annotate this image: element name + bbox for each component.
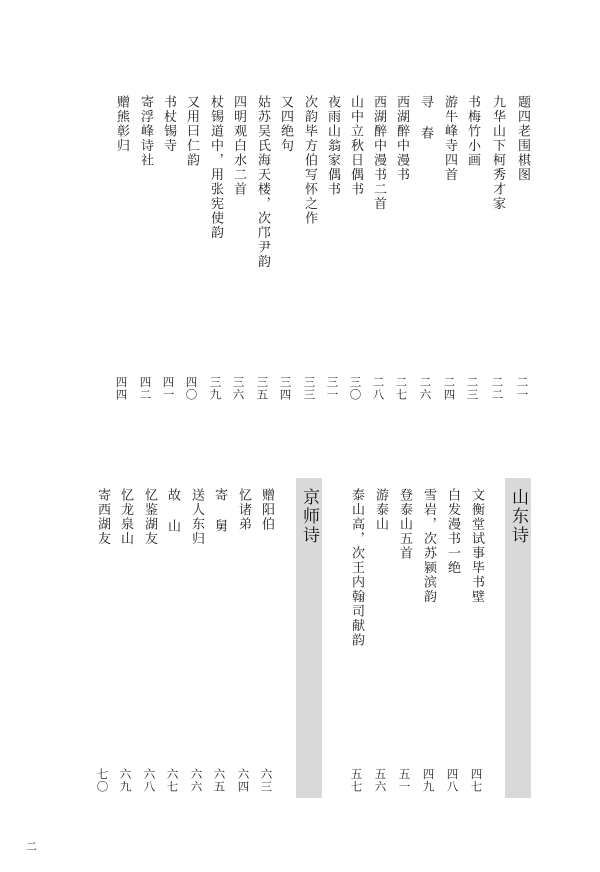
toc-entry-page: 三六 bbox=[231, 376, 246, 401]
toc-entry-title[interactable]: 忆鉴湖友 bbox=[142, 488, 157, 546]
toc-entry-page: 六三 bbox=[259, 768, 274, 793]
toc-entry-page: 三四 bbox=[278, 376, 293, 401]
toc-entry-page: 二三 bbox=[465, 376, 480, 401]
section-heading: 山东诗 bbox=[508, 488, 528, 545]
toc-entry-title[interactable]: 赠熊彰归 bbox=[114, 95, 129, 153]
toc-entry-page: 六五 bbox=[212, 768, 227, 793]
toc-entry-title[interactable]: 泰山高，次王内翰司献韵 bbox=[349, 488, 364, 648]
toc-entry-title[interactable]: 夜雨山翁家偶书 bbox=[325, 95, 340, 197]
toc-entry-page: 二二 bbox=[490, 376, 505, 401]
toc-entry-title[interactable]: 杖锡道中，用张宪使韵 bbox=[208, 95, 223, 240]
toc-entry-page: 五六 bbox=[373, 768, 388, 793]
toc-entry-title[interactable]: 四明观白水二首 bbox=[231, 95, 246, 197]
toc-entry-title[interactable]: 寻 春 bbox=[418, 95, 433, 141]
toc-entry-title[interactable]: 登泰山五首 bbox=[397, 488, 412, 561]
toc-entry-title[interactable]: 雪岩，次苏颍滨韵 bbox=[421, 488, 436, 604]
toc-entry-page: 三三 bbox=[302, 376, 317, 401]
toc-entry-title[interactable]: 九华山下柯秀才家 bbox=[490, 95, 505, 211]
toc-entry-title[interactable]: 游泰山 bbox=[373, 488, 388, 532]
toc-entry-title[interactable]: 游牛峰寺四首 bbox=[442, 95, 457, 182]
toc-entry-page: 三〇 bbox=[348, 376, 363, 401]
toc-entry-page: 六七 bbox=[165, 768, 180, 793]
toc-entry-page: 四九 bbox=[421, 768, 436, 793]
toc-entry-page: 二一 bbox=[515, 376, 530, 401]
toc-entry-title[interactable]: 又用曰仁韵 bbox=[184, 95, 199, 168]
toc-entry-page: 四一 bbox=[161, 376, 176, 401]
toc-entry-title[interactable]: 送人东归 bbox=[189, 488, 204, 546]
toc-entry-page: 四七 bbox=[469, 768, 484, 793]
toc-entry-page: 七〇 bbox=[95, 768, 110, 793]
toc-entry-title[interactable]: 忆龙泉山 bbox=[118, 488, 133, 546]
toc-entry-title[interactable]: 西湖醉中漫书二首 bbox=[371, 95, 386, 211]
toc-entry-title[interactable]: 又四绝句 bbox=[278, 95, 293, 153]
toc-entry-title[interactable]: 寄浮峰诗社 bbox=[138, 95, 153, 168]
toc-entry-title[interactable]: 寄 舅 bbox=[212, 488, 227, 534]
toc-entry-title[interactable]: 西湖醉中漫书 bbox=[394, 95, 409, 182]
toc-entry-page: 六八 bbox=[142, 768, 157, 793]
toc-entry-page: 三九 bbox=[208, 376, 223, 401]
section-heading: 京师诗 bbox=[299, 488, 319, 545]
toc-entry-title[interactable]: 赠阳伯 bbox=[259, 488, 274, 532]
toc-entry-page: 四八 bbox=[445, 768, 460, 793]
toc-entry-page: 四二 bbox=[138, 376, 153, 401]
toc-entry-title[interactable]: 次韵毕方伯写怀之作 bbox=[302, 95, 317, 226]
toc-entry-title[interactable]: 寄西湖友 bbox=[95, 488, 110, 546]
toc-entry-page: 三一 bbox=[325, 376, 340, 401]
toc-entry-page: 二七 bbox=[394, 376, 409, 401]
toc-entry-page: 二八 bbox=[371, 376, 386, 401]
toc-entry-page: 四〇 bbox=[184, 376, 199, 401]
toc-entry-page: 三五 bbox=[255, 376, 270, 401]
toc-entry-page: 五七 bbox=[349, 768, 364, 793]
toc-entry-page: 五一 bbox=[397, 768, 412, 793]
toc-entry-title[interactable]: 书梅竹小画 bbox=[465, 95, 480, 168]
toc-entry-title[interactable]: 题四老围棋图 bbox=[515, 95, 530, 182]
toc-entry-title[interactable]: 忆诸弟 bbox=[236, 488, 251, 532]
toc-entry-page: 二四 bbox=[442, 376, 457, 401]
toc-entry-title[interactable]: 文衡堂试事毕书壁 bbox=[469, 488, 484, 604]
toc-entry-title[interactable]: 白发漫书一绝 bbox=[445, 488, 460, 575]
toc-entry-page: 二六 bbox=[418, 376, 433, 401]
toc-entry-title[interactable]: 姑苏吴氏海天楼，次邝尹韵 bbox=[255, 95, 270, 269]
toc-entry-page: 六四 bbox=[236, 768, 251, 793]
toc-entry-title[interactable]: 山中立秋日偶书 bbox=[348, 95, 363, 197]
toc-entry-page: 四四 bbox=[114, 376, 129, 401]
toc-entry-title[interactable]: 故 山 bbox=[165, 488, 180, 534]
toc-entry-title[interactable]: 书杖锡寺 bbox=[161, 95, 176, 153]
toc-entry-page: 六六 bbox=[189, 768, 204, 793]
page-folio: 二 bbox=[26, 840, 37, 853]
toc-entry-page: 六九 bbox=[118, 768, 133, 793]
